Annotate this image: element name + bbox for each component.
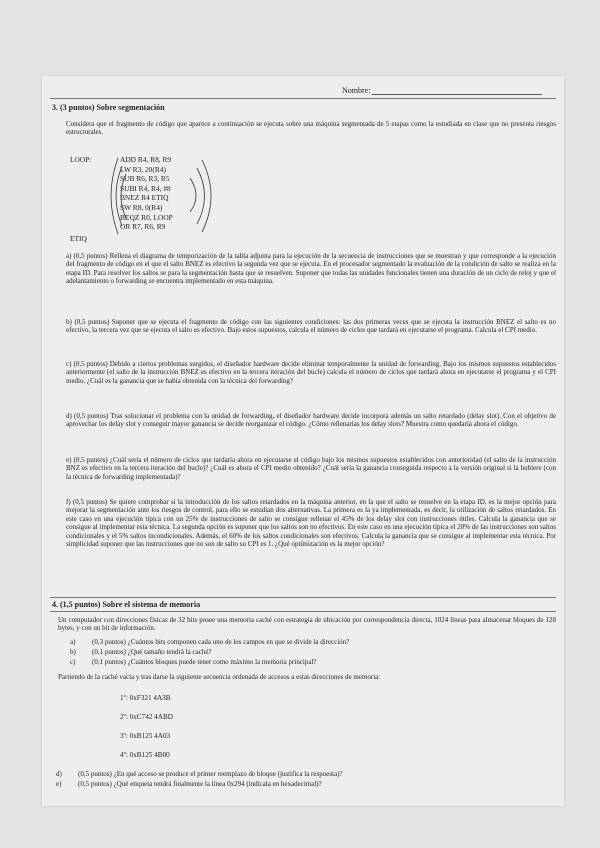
code-line: SUB R6, R3, R5	[120, 174, 170, 184]
code-line: SUBI R4, R4, #8	[120, 183, 171, 193]
name-field	[342, 86, 542, 95]
name-blank-line	[372, 87, 542, 95]
q4-title-rule	[50, 611, 556, 612]
q3-part-a: a) (0,5 puntos) Rellena el diagrama de temporización de la tabla adjunta para la ejecución de la secuencia de instrucciones que se muestran y que corresponde a la ejecución del fragmento de código en el que el salto BNEZ es efectivo la segunda vez que se ejecuta. En el procesador segmentado la evaluación de la condición de salto se realiza en la etapa ID. Para resolver los saltos se para la segmentación hasta que se resuelven. Suponer que todas las unidades funcionales tienen una duración de un ciclo de reloj y que el adelantamiento o forwarding se encuentra implementado en esta máquina.	[66, 252, 556, 286]
address-3: 3º: 0xB125 4A03	[120, 732, 171, 740]
label-etiq: ETIQ	[70, 234, 87, 243]
name-label: Nombre:	[342, 86, 371, 95]
q3-part-d: d) (0,5 puntos) Tras solucionar el problema con la unidad de forwarding, el diseñador hardware decide incorpora además un salto retardado (delay slot). Con el objetivo de aprovechar los delay slot y conseguir mayor ganancia se decide reorganizar el código. ¿Cómo rellenarías los delay slots? Muestra como quedaría ahora el código.	[66, 412, 556, 429]
q4-item-d: d) (0,5 puntos) ¿En qué acceso se produce el primer reemplazo de bloque (justifica la respuesta)?	[56, 770, 343, 778]
q4-title: 4. (1,5 puntos) Sobre el sistema de memoria	[52, 600, 201, 609]
q4-sequence-intro: Partiendo de la caché vacía y tras darse la siguiente secuencia ordenada de accesos a estas direcciones de memoria:	[58, 673, 381, 681]
q3-intro: Considera que el fragmento de código que aparece a continuación se ejecuta sobre una máquina segmentada de 5 etapas como la estudiada en clase que no presenta riesgos estructurales.	[66, 120, 556, 137]
code-line: LW R3, 20(R4)	[120, 164, 166, 174]
code-line: BNEZ R4 ETIQ	[120, 193, 169, 203]
exam-page	[42, 76, 564, 806]
section-rule	[50, 597, 556, 598]
q3-part-e: e) (0,5 puntos) ¿Cuál sería el número de ciclos que tardaría ahora en ejecutarse el código bajo los mismos supuestos establecidos con anterioridad (el salto de la instrucción BNZ es efectivo en la tercera iteración del bucle)? ¿Cuál es ahora el CPI medio obtenido? ¿Cuál sería la ganancia conseguida respecto a la versión original si la hubiere (con la técnica de forwarding implementada)?	[66, 456, 556, 481]
q3-part-b: b) (0,5 puntos) Suponer que se ejecuta el fragmento de código con las siguientes condiciones: las dos primeras veces que se ejecuta la instrucción BNEZ el salto es no efectivo, la tercera vez que se ejecuta el salto es efectivo. Bajo estos supuestos, calcula el número de ciclos que tardará en ejecutarse el programa. Calcula el CPI medio.	[66, 318, 556, 335]
q3-title: 3. (3 puntos) Sobre segmentación	[52, 103, 165, 112]
q4-item-b: b) (0,1 puntos) ¿Qué tamaño tendrá la caché?	[70, 648, 212, 656]
code-line: ADD R4, R8, R9	[120, 155, 172, 164]
q4-item-c: c) (0,1 puntos) ¿Cuántos bloques puede tener como máximo la memoria principal?	[70, 658, 317, 666]
address-2: 2º: 0xC742 4ABD	[120, 713, 173, 721]
address-4: 4º: 0xB125 4B00	[120, 751, 170, 759]
code-line: BEQZ R0, LOOP	[120, 212, 173, 222]
code-line: SW R8, 0(R4)	[120, 202, 163, 212]
handwritten-loop-arcs	[102, 156, 222, 236]
q4-item-a: a) (0,3 puntos) ¿Cuántos bits componen cada uno de los campos en que se divide la dirección?	[70, 638, 350, 646]
code-line: OR R7, R6, R9	[120, 222, 166, 232]
header-rule	[50, 98, 556, 99]
q4-intro: Un computador con direcciones físicas de 32 bits posee una memoria caché con estrategia de ubicación por correspondencia directa, 1024 líneas para almacenar bloques de 128 bytes, y con un bit de información.	[58, 616, 556, 633]
address-1: 1º: 0xF321 4A3B	[120, 694, 171, 702]
q4-item-e: e) (0,5 puntos) ¿Qué etiqueta tendrá finalmente la línea 0x294 (indícala en hexadecimal)?	[56, 780, 322, 788]
label-loop: LOOP:	[70, 155, 92, 164]
q3-part-f: f) (0,5 puntos) Se quiere comprobar si la introducción de los saltos retardados en la máquina anterior, en la que el salto se resuelve en la etapa ID, es la mejor opción para mejorar la segmentación ante los riesgos de control, para ello se estudian dos alternativas. La primera es la ya implementada, es decir, la utilización de saltos retardados. En este caso en una ejecución típica con un 25% de instrucciones de salto se consigue rellenar el 45% de los delay slot con instrucciones útiles. Calcula la ganancia que se consigue al implementar esta técnica. La segunda opción es suponer que los saltos son no efectivos. En este caso en una ejecución típica el 20% de las instrucciones son saltos condicionales y el 5% saltos incondicionales. Además, el 60% de los saltos condicionales son efectivos. Calcula la ganancia que se consigue al implementar esta técnica. Por simplicidad suponer que las instrucciones que no son de salto su CPI es 1. ¿Qué optimización es la mejor opción?	[66, 498, 556, 549]
q3-part-c: c) (0,5 puntos) Debido a ciertos problemas surgidos, el diseñador hardware decide eliminar temporalmente la unidad de forwarding. Bajo los mismos supuestos establecidos anteriormente (el salto de la instrucción BNEZ es efectivo en la tercera iteración del bucle) calcula el número de ciclos que tardará ahora en ejecutarse el programa y el CPI medio. ¿Cuál es la ganancia que se había obtenida con la técnica del forwarding?	[66, 360, 556, 385]
